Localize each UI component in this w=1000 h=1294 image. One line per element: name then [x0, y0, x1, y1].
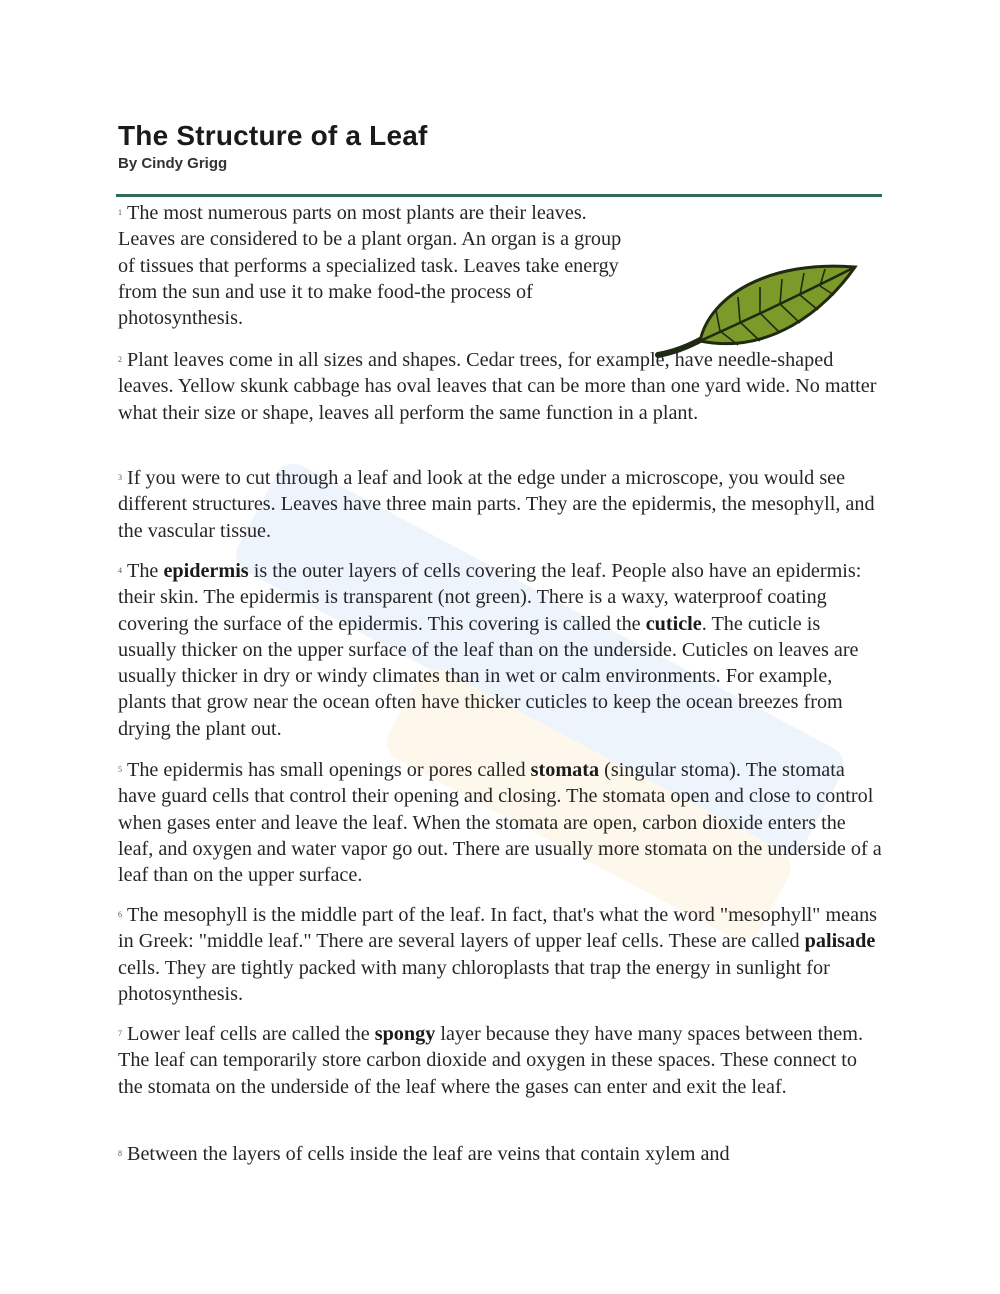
page-title: The Structure of a Leaf: [118, 120, 428, 151]
paragraph-3: 3 If you were to cut through a leaf and look at the edge under a microscope, you would see different structures. Leaves have three main parts. They are the epidermis, the mesophyll, and the vascular tissue.: [118, 467, 875, 542]
paragraph-1: 1 The most numerous parts on most plants are their leaves. Leaves are considered to be a plant organ. An organ is a group of tissues that performs a specialized task. Leaves take energy from the sun and use it to make food-the process of photosynthesis.: [118, 202, 622, 330]
paragraph-4: 4 The epidermis is the outer layers of cells covering the leaf. People also have an epidermis: their skin. The epidermis is transparent (not green). There is a waxy, waterproof coating covering the surface of the epidermis. This covering is called the cuticle. The cuticle is usually thicker on the upper surface of the leaf than on the underside. Cuticles on leaves are usually thicker in dry or windy climates than in wet or calm environments. For example, plants that grow near the ocean often have thicker cuticles to keep the ocean breezes from drying the plant out.: [118, 560, 862, 740]
paragraph-5: 5 The epidermis has small openings or pores called stomata (singular stoma). The stomata have guard cells that control their opening and closing. The stomata open and close to control when gases enter and leave the leaf. When the stomata are open, carbon dioxide enters the leaf, and oxygen and water vapor go out. There are usually more stomata on the underside of a leaf than on the upper surface.: [118, 759, 882, 887]
paragraph-7: 7 Lower leaf cells are called the spongy layer because they have many spaces between them. The leaf can temporarily store carbon dioxide and oxygen in these spaces. These connect to the stomata on the underside of the leaf where the gases can enter and exit the leaf.: [118, 1023, 863, 1098]
term-palisade: palisade: [804, 930, 876, 953]
term-stomata: stomata: [530, 759, 600, 781]
term-spongy: spongy: [374, 1023, 436, 1045]
paragraph-8: 8 Between the layers of cells inside the leaf are veins that contain xylem and: [118, 1143, 730, 1165]
paragraph-2: 2 Plant leaves come in all sizes and shapes. Cedar trees, for example, have needle-shaped leaves. Yellow skunk cabbage has oval leaves that can be more than one yard wide. No matter what their size or shape, leaves all perform the same function in a plant.: [118, 349, 877, 424]
author-byline: By Cindy Grigg: [118, 155, 228, 172]
header-divider: [116, 194, 882, 197]
paragraph-6: 6 The mesophyll is the middle part of the leaf. In fact, that's what the word "mesophyll" means in Greek: "middle leaf." There are several layers of upper leaf cells. These are called palisade cells. They are tightly packed with many chloroplasts that trap the energy in sunlight for photosynthesis.: [118, 904, 878, 1005]
term-epidermis: epidermis: [163, 560, 249, 582]
term-cuticle: cuticle: [645, 612, 702, 635]
